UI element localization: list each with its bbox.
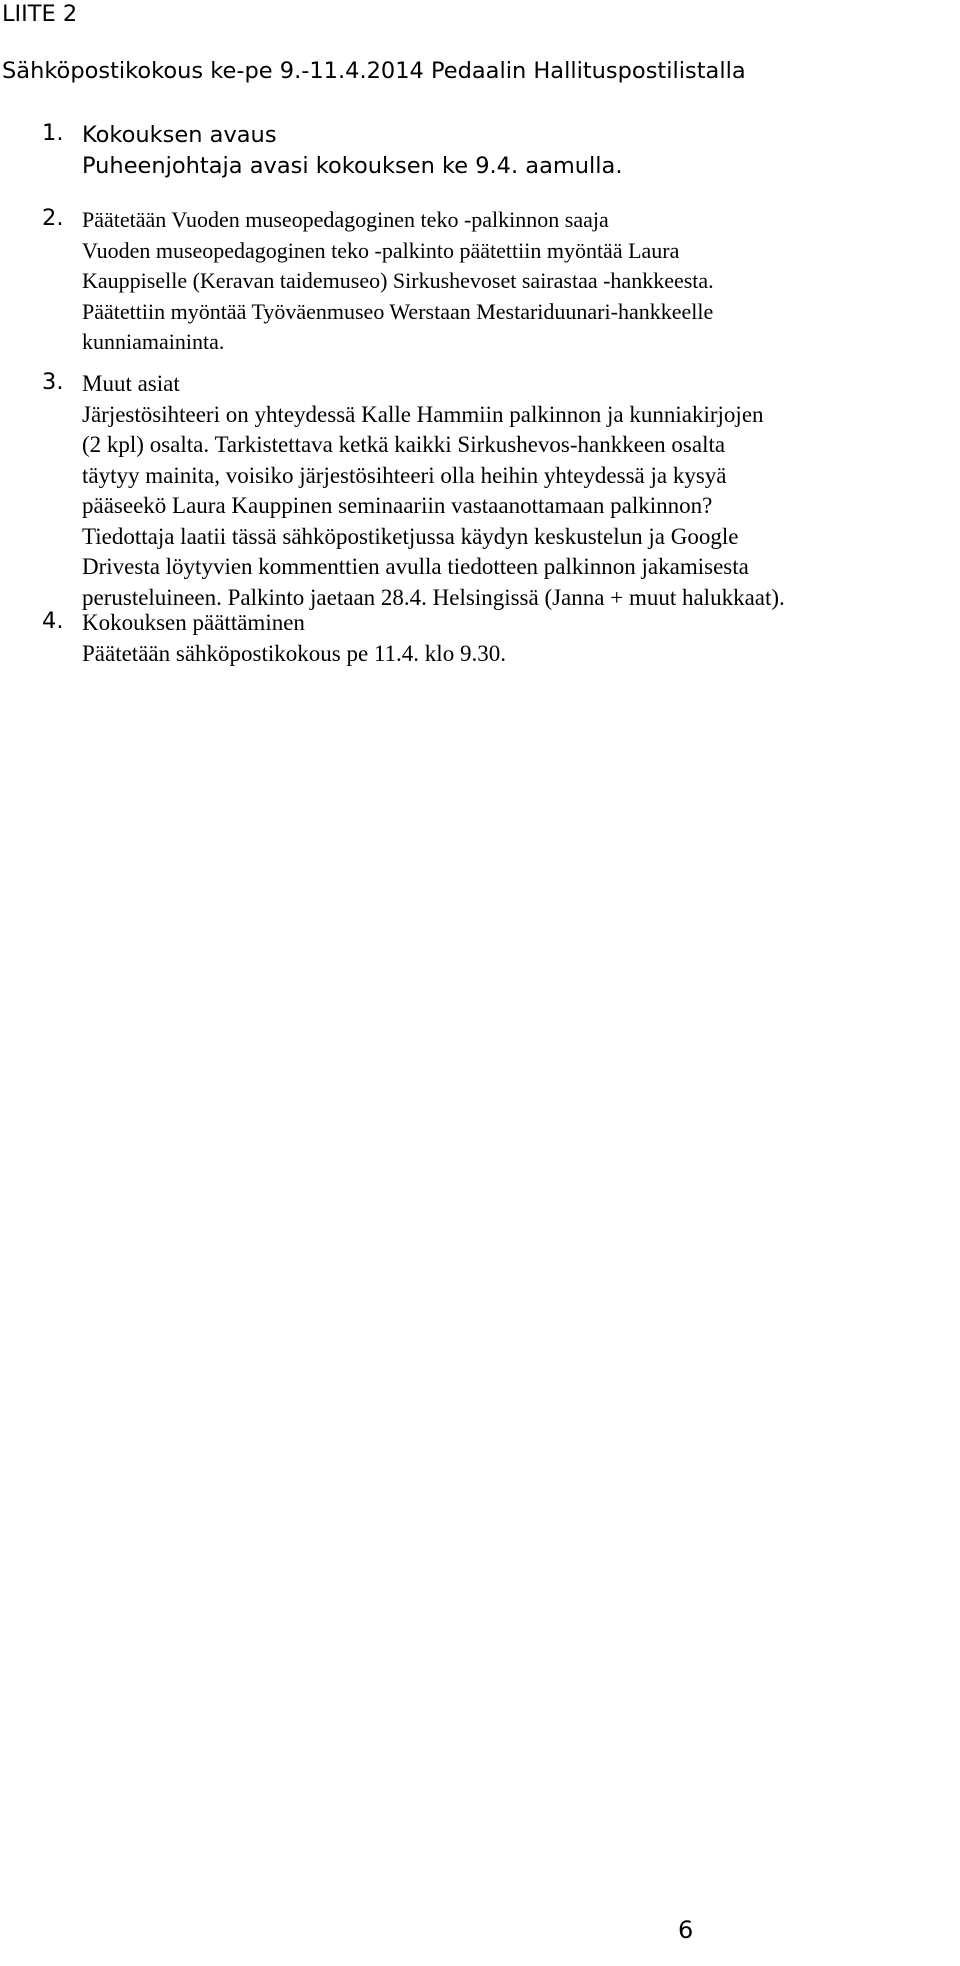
agenda-item-text: Drivesta löytyvien kommenttien avulla tiedotteen palkinnon jakamisesta [82,554,749,579]
agenda-item-number: 1. [42,120,64,146]
agenda-item-text: Järjestösihteeri on yhteydessä Kalle Hammiin palkinnon ja kunniakirjojen [82,401,764,427]
agenda-item-text: Puheenjohtaja avasi kokouksen ke 9.4. aamulla. [82,152,623,179]
agenda-item-text: (2 kpl) osalta. Tarkistettava ketkä kaikki Sirkushevos-hankkeen osalta [82,432,726,457]
agenda-item-text: Vuoden museopedagoginen teko -palkinto päätettiin myöntää Laura [82,237,680,263]
agenda-item-heading: Kokouksen avaus [82,122,277,148]
agenda-item-text: Tiedottaja laatii tässä sähköpostiketjussa käydyn keskustelun ja Google [82,523,739,549]
agenda-item-heading: Muut asiat [82,371,180,396]
agenda-item-text: Päätettiin myöntää Työväenmuseo Werstaan Mestariduunari-hankkeelle [82,298,714,324]
agenda-item-text: perusteluineen. Palkinto jaetaan 28.4. Helsingissä (Janna + muut halukkaat). [82,584,785,610]
agenda-item-heading: Päätetään Vuoden museopedagoginen teko -palkinnon saaja [82,207,609,232]
agenda-item-number: 2. [42,205,64,231]
agenda-item-number: 4. [42,608,64,634]
agenda-item-heading: Kokouksen päättäminen [82,610,305,635]
agenda-item-text: kunniamaininta. [82,329,225,354]
agenda-item-text: Kauppiselle (Keravan taidemuseo) Sirkushevoset sairastaa -hankkeesta. [82,268,714,293]
agenda-item-text: Päätetään sähköpostikokous pe 11.4. klo 9.30. [82,640,506,666]
page-number: 6 [678,1916,694,1944]
agenda-item-text: pääseekö Laura Kauppinen seminaariin vastaanottamaan palkinnon? [82,493,713,518]
agenda-item-number: 3. [42,369,64,395]
agenda-item-text: täytyy mainita, voisiko järjestösihteeri olla heihin yhteydessä ja kysyä [82,462,727,488]
appendix-label: LIITE 2 [2,1,78,27]
document-title: Sähköpostikokous ke-pe 9.-11.4.2014 Pedaalin Hallituspostilistalla [2,58,746,84]
